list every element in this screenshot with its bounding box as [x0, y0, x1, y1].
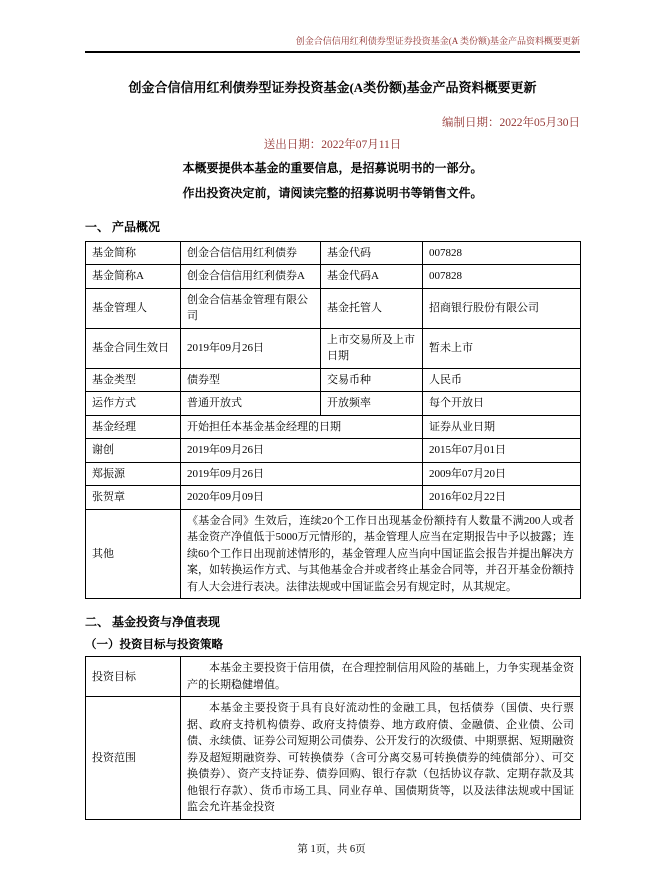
- product-overview-table: [85, 241, 581, 600]
- investment-objective-table: [85, 656, 581, 820]
- notice-line-1: 本概要提供本基金的重要信息，是招募说明书的一部分。: [182, 160, 483, 175]
- operation-mode-value: 普通开放式: [181, 392, 321, 416]
- manager-2-career-date: 2009年07月20日: [423, 462, 581, 486]
- table-row-other: [86, 509, 581, 599]
- investment-goal-text: 本基金主要投资于信用债，在合理控制信用风险的基础上，力争实现基金资产的长期稳健增值。: [181, 657, 581, 697]
- section-2-sub-1-heading: （一）投资目标与投资策略: [85, 639, 223, 652]
- other-label: 其他: [86, 509, 181, 599]
- table-row-manager-1: [86, 439, 581, 463]
- prepared-date: 编制日期：2022年05月30日: [442, 116, 580, 129]
- manager-2-start-date: 2019年09月26日: [181, 462, 423, 486]
- contract-effective-date-value: 2019年09月26日: [181, 328, 321, 368]
- investment-scope-label: 投资范围: [86, 697, 181, 820]
- table-row-fund-type: [86, 368, 581, 392]
- fund-code-a-value: 007828: [423, 265, 581, 289]
- page-header-note: 创金合信信用红利债券型证券投资基金(A 类份额)基金产品资料概要更新: [295, 36, 580, 46]
- manager-3-career-date: 2016年02月22日: [423, 486, 581, 510]
- table-row-fund-manager-company: [86, 288, 581, 328]
- table-row-investment-scope: [86, 697, 581, 820]
- notice-line-2: 作出投资决定前，请阅读完整的招募说明书等销售文件。: [182, 185, 483, 200]
- fund-custodian-value: 招商银行股份有限公司: [423, 288, 581, 328]
- manager-header-name: 基金经理: [86, 415, 181, 439]
- table-row-fund-short-name: [86, 241, 581, 265]
- fund-code-a-label: 基金代码A: [321, 265, 423, 289]
- table-row-manager-header: [86, 415, 581, 439]
- sent-date: 送出日期：2022年07月11日: [263, 138, 402, 151]
- fund-custodian-label: 基金托管人: [321, 288, 423, 328]
- manager-header-career-date: 证券从业日期: [423, 415, 581, 439]
- manager-1-start-date: 2019年09月26日: [181, 439, 423, 463]
- fund-manager-company-label: 基金管理人: [86, 288, 181, 328]
- operation-mode-label: 运作方式: [86, 392, 181, 416]
- document-title: 创金合信信用红利债券型证券投资基金(A类份额)基金产品资料概要更新: [128, 79, 537, 95]
- manager-3-name: 张贺章: [86, 486, 181, 510]
- investment-goal-label: 投资目标: [86, 657, 181, 697]
- table-row-operation-mode: [86, 392, 581, 416]
- fund-short-name-a-value: 创金合信信用红利债券A: [181, 265, 321, 289]
- open-frequency-value: 每个开放日: [423, 392, 581, 416]
- page-footer: 第 1页，共 6页: [297, 844, 366, 855]
- manager-1-career-date: 2015年07月01日: [423, 439, 581, 463]
- fund-type-label: 基金类型: [86, 368, 181, 392]
- fund-type-value: 债券型: [181, 368, 321, 392]
- listing-exchange-value: 暂未上市: [423, 328, 581, 368]
- manager-2-name: 郑振源: [86, 462, 181, 486]
- investment-scope-text: 本基金主要投资于具有良好流动性的金融工具，包括债券（国债、央行票据、政府支持机构债券、政府支持债券、地方政府债、金融债、企业债、公司债、永续债、证券公司短期公司债券、公开发行的次级债、中期票据、短期融资券及超短期融资券、可转换债券（含可分离交易可转换债券的纯债部分）、可交换债券）、资产支持证券、债券回购、银行存款（包括协议存款、定期存款及其他银行存款）、货币市场工具、同业存单、国债期货等，以及法律法规或中国证监会允许基金投资: [181, 697, 581, 820]
- manager-1-name: 谢创: [86, 439, 181, 463]
- fund-code-value: 007828: [423, 241, 581, 265]
- other-text: 《基金合同》生效后，连续20个工作日出现基金份额持有人数量不满200人或者基金资产净值低于5000万元情形的，基金管理人应当在定期报告中予以披露；连续60个工作日出现前述情形的，基金管理人应当向中国证监会报告并提出解决方案，如转换运作方式、与其他基金合并或者终止基金合同等，并召开基金份额持有人大会进行表决。法律法规或中国证监会另有规定时，从其规定。: [181, 509, 581, 599]
- section-2-heading: 二、 基金投资与净值表现: [85, 615, 221, 630]
- table-row-fund-short-name-a: [86, 265, 581, 289]
- fund-code-label: 基金代码: [321, 241, 423, 265]
- fund-short-name-label: 基金简称: [86, 241, 181, 265]
- section-1-heading: 一、 产品概况: [85, 219, 161, 234]
- table-row-manager-3: [86, 486, 581, 510]
- trading-currency-value: 人民币: [423, 368, 581, 392]
- open-frequency-label: 开放频率: [321, 392, 423, 416]
- fund-short-name-a-label: 基金简称A: [86, 265, 181, 289]
- trading-currency-label: 交易币种: [321, 368, 423, 392]
- fund-short-name-value: 创金合信信用红利债券: [181, 241, 321, 265]
- listing-exchange-label: 上市交易所及上市日期: [321, 328, 423, 368]
- table-row-manager-2: [86, 462, 581, 486]
- fund-manager-company-value: 创金合信基金管理有限公司: [181, 288, 321, 328]
- manager-header-start-date: 开始担任本基金基金经理的日期: [181, 415, 423, 439]
- table-row-contract-effective-date: [86, 328, 581, 368]
- contract-effective-date-label: 基金合同生效日: [86, 328, 181, 368]
- table-row-investment-goal: [86, 657, 581, 697]
- header-divider: [85, 51, 580, 53]
- manager-3-start-date: 2020年09月09日: [181, 486, 423, 510]
